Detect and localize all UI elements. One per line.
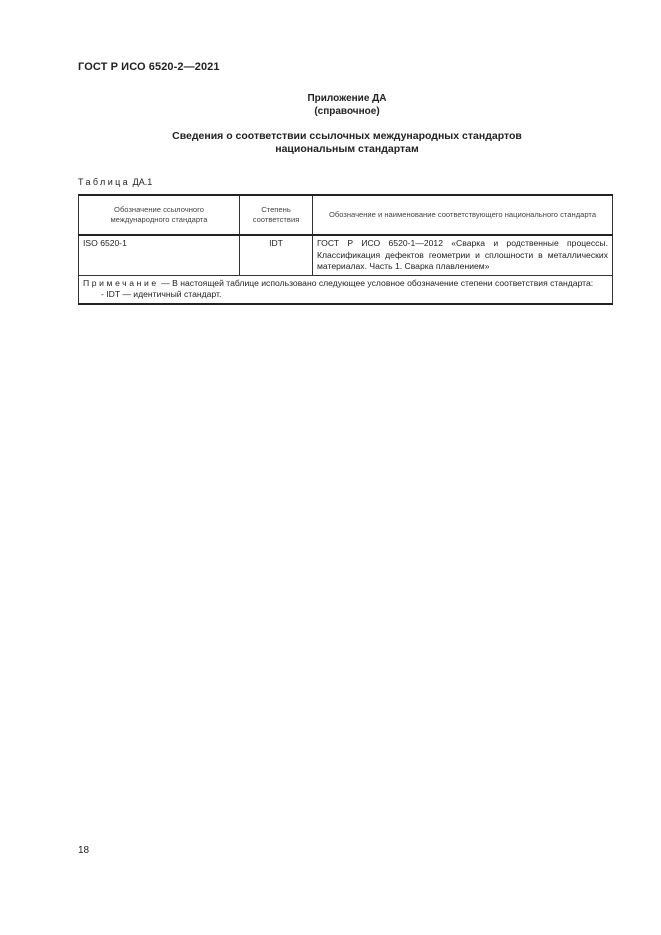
cell-international-standard: ISO 6520-1 xyxy=(79,235,240,275)
header-international-standard: Обозначение ссылочного международного стандарта xyxy=(79,195,240,235)
document-code: ГОСТ Р ИСО 6520-2—2021 xyxy=(78,61,220,73)
table-caption-number: ДА.1 xyxy=(132,177,153,187)
header-degree: Степень соответствия xyxy=(240,195,313,235)
table-header-row xyxy=(79,195,613,235)
annex-label: Приложение ДА xyxy=(307,93,387,104)
annex-status: (справочное) xyxy=(314,106,380,117)
cell-degree: IDT xyxy=(240,235,313,275)
table-caption-label: Таблица xyxy=(78,177,131,187)
table-row xyxy=(79,235,613,275)
correspondence-table xyxy=(78,194,613,305)
table-note xyxy=(79,275,613,304)
cell-national-standard: ГОСТ Р ИСО 6520-1—2012 «Сварка и родственные процессы. Классификация дефектов геометрии и сплошности в металлических материалах. Часть 1. Сварка плавлением» xyxy=(313,235,613,275)
annex-heading-line-1: Сведения о соответствии ссылочных международных стандартов xyxy=(172,130,522,142)
annex-heading xyxy=(0,130,661,156)
page-number: 18 xyxy=(78,845,90,856)
table-caption xyxy=(78,177,152,187)
annex-title xyxy=(0,92,661,118)
note-label: Примечание xyxy=(83,277,159,288)
note-text: — В настоящей таблице использовано следующее условное обозначение степени соответствия стандарта: xyxy=(161,277,594,288)
note-item: - IDT — идентичный стандарт. xyxy=(101,289,222,299)
table-note-row xyxy=(79,275,613,304)
annex-heading-line-2: национальным стандартам xyxy=(275,143,419,155)
header-national-standard: Обозначение и наименование соответствующего национального стандарта xyxy=(313,195,613,235)
